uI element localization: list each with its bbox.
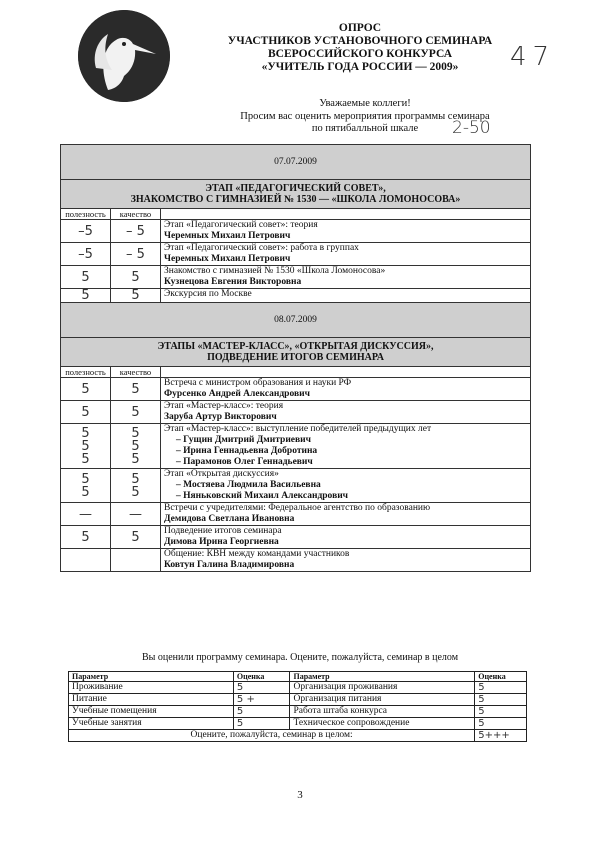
intro-line: по пятибалльной шкале: [311, 123, 419, 134]
intro-line: Просим вас оценить мероприятия программы семинара: [240, 110, 490, 122]
mark-value: 5: [131, 471, 140, 487]
stage-heading: [61, 180, 531, 209]
mark-value: 5: [81, 451, 90, 467]
quality-mark: 5: [111, 266, 161, 289]
mark-value: 5: [131, 425, 140, 441]
event-row: [61, 243, 531, 266]
col-quality: качество: [111, 209, 161, 220]
quality-mark: 5: [111, 401, 161, 424]
speaker-item: – Няньковский Михаил Александрович: [176, 491, 349, 501]
param-label: Проживание: [69, 682, 234, 694]
param-label: Организация питания: [290, 694, 475, 706]
event-title: Подведение итогов семинара: [164, 526, 282, 536]
speaker-name: Черемных Михаил Петрович: [164, 254, 291, 264]
event-row: [61, 503, 531, 526]
usefulness-mark: 5: [61, 378, 111, 401]
score-header: Оценка: [233, 672, 290, 682]
speaker-name: Ковтун Галина Владимировна: [164, 560, 295, 570]
param-label: Учебные помещения: [69, 706, 234, 718]
quality-mark: [111, 549, 161, 572]
mark-value: 5: [131, 484, 140, 500]
quality-mark: [111, 469, 161, 503]
param-label: Питание: [69, 694, 234, 706]
col-quality: качество: [111, 367, 161, 378]
quality-mark: —: [111, 503, 161, 526]
usefulness-mark: 5: [61, 266, 111, 289]
overall-label: Оцените, пожалуйста, семинар в целом:: [69, 730, 475, 742]
score-value: 5: [233, 718, 290, 730]
usefulness-mark: [61, 549, 111, 572]
event-row: [61, 424, 531, 469]
title-line: УЧАСТНИКОВ УСТАНОВОЧНОГО СЕМИНАРА: [227, 35, 493, 47]
event-row: [61, 220, 531, 243]
event-title: Знакомство с гимназией № 1530 «Школа Ломоносова»: [164, 266, 386, 276]
quality-mark: 5: [111, 526, 161, 549]
speaker-item: – Мостяева Людмила Васильевна: [176, 480, 321, 490]
day-date: 07.07.2009: [61, 145, 531, 180]
event-title: Этап «Педагогический совет»: работа в группах: [164, 243, 359, 253]
handwritten-range: 2-50: [452, 118, 491, 138]
quality-mark: 5: [111, 378, 161, 401]
usefulness-mark: —: [61, 503, 111, 526]
mark-value: 5: [81, 484, 90, 500]
intro-line: Уважаемые коллеги!: [319, 98, 411, 109]
speaker-name: Черемных Михаил Петрович: [164, 231, 291, 241]
rating-row: [69, 682, 527, 694]
speaker-name: Няньковский Михаил Александрович: [183, 491, 349, 501]
mark-value: 5: [81, 438, 90, 454]
event-row: [61, 289, 531, 303]
event-row: [61, 401, 531, 424]
event-row: [61, 266, 531, 289]
col-usefulness: полезность: [61, 209, 111, 220]
speaker-name: Демидова Светлана Ивановна: [164, 514, 295, 524]
score-value: 5: [233, 682, 290, 694]
mark-value: 5: [81, 471, 90, 487]
speaker-name: Заруба Артур Викторович: [164, 412, 277, 422]
speaker-item: – Гущин Дмитрий Дмитриевич: [176, 435, 311, 445]
event-title: Этап «Педагогический совет»: теория: [164, 220, 318, 230]
score-value: 5: [475, 694, 527, 706]
col-usefulness: полезность: [61, 367, 111, 378]
event-title: Общение: КВН между командами участников: [164, 549, 350, 559]
pelican-logo: [78, 10, 170, 102]
event-row: [61, 469, 531, 503]
event-title: Встреча с министром образования и науки РФ: [164, 378, 352, 388]
day-date: 08.07.2009: [61, 303, 531, 338]
usefulness-mark: 5: [61, 401, 111, 424]
usefulness-mark: –5: [61, 220, 111, 243]
rating-row: [69, 718, 527, 730]
rating-table: [68, 671, 527, 742]
event-title: Встречи с учредителями: Федеральное агентство по образованию: [164, 503, 431, 513]
event-title: Этап «Мастер-класс»: теория: [164, 401, 284, 411]
usefulness-mark: –5: [61, 243, 111, 266]
quality-mark: [111, 424, 161, 469]
usefulness-mark: [61, 469, 111, 503]
score-value: 5: [475, 706, 527, 718]
usefulness-mark: 5: [61, 526, 111, 549]
speaker-name: Гущин Дмитрий Дмитриевич: [183, 435, 311, 445]
title-line: ОПРОС: [338, 22, 382, 34]
param-label: Техническое сопровождение: [290, 718, 475, 730]
speaker-name: Димова Ирина Георгиевна: [164, 537, 279, 547]
quality-mark: 5: [111, 289, 161, 303]
title-line: ВСЕРОССИЙСКОГО КОНКУРСА: [267, 48, 453, 60]
quality-mark: – 5: [111, 243, 161, 266]
speaker-item: – Парамонов Олег Геннадьевич: [176, 457, 313, 467]
col-event: [161, 367, 531, 378]
speaker-name: Ирина Геннадьевна Добротина: [183, 446, 318, 456]
event-title: Экскурсия по Москве: [164, 289, 252, 299]
intro-text: [200, 98, 530, 136]
col-event: [161, 209, 531, 220]
score-value: 5: [475, 682, 527, 694]
stage-heading: [61, 338, 531, 367]
mark-value: 5: [81, 425, 90, 441]
score-value: 5: [233, 706, 290, 718]
stage-line: ПОДВЕДЕНИЕ ИТОГОВ СЕМИНАРА: [207, 352, 384, 363]
event-row: [61, 549, 531, 572]
param-header: Параметр: [69, 672, 234, 682]
usefulness-mark: [61, 424, 111, 469]
speaker-name: Фурсенко Андрей Александрович: [164, 389, 310, 399]
stage-line: ЭТАПЫ «МАСТЕР-КЛАСС», «ОТКРЫТАЯ ДИСКУССИЯ»,: [157, 341, 434, 352]
stage-line: ЗНАКОМСТВО С ГИМНАЗИЕЙ № 1530 — «ШКОЛА ЛОМОНОСОВА»: [130, 194, 461, 205]
score-value: 5 +: [233, 694, 290, 706]
event-row: [61, 378, 531, 401]
mark-value: 5: [131, 438, 140, 454]
score-header: Оценка: [475, 672, 527, 682]
score-value: 5: [475, 718, 527, 730]
param-label: Работа штаба конкурса: [290, 706, 475, 718]
survey-title: [205, 22, 515, 74]
title-line: «УЧИТЕЛЬ ГОДА РОССИИ — 2009»: [261, 61, 459, 73]
param-header: Параметр: [290, 672, 475, 682]
event-title: Этап «Мастер-класс»: выступление победителей предыдущих лет: [164, 424, 432, 434]
stage-line: ЭТАП «ПЕДАГОГИЧЕСКИЙ СОВЕТ»,: [205, 183, 386, 194]
overall-row: [69, 730, 527, 742]
handwritten-number: 47: [510, 42, 556, 72]
event-row: [61, 526, 531, 549]
speaker-name: Парамонов Олег Геннадьевич: [183, 457, 313, 467]
overall-score: 5+++: [475, 730, 527, 742]
schedule-table: [60, 144, 531, 572]
param-label: Учебные занятия: [69, 718, 234, 730]
mark-value: 5: [131, 451, 140, 467]
speaker-item: – Ирина Геннадьевна Добротина: [176, 446, 318, 456]
speaker-name: Кузнецова Евгения Викторовна: [164, 277, 302, 287]
page-number: 3: [297, 789, 303, 801]
overall-question: Вы оценили программу семинара. Оцените, пожалуйста, семинар в целом: [141, 652, 459, 663]
param-label: Организация проживания: [290, 682, 475, 694]
speaker-name: Мостяева Людмила Васильевна: [183, 480, 321, 490]
rating-row: [69, 706, 527, 718]
usefulness-mark: 5: [61, 289, 111, 303]
quality-mark: – 5: [111, 220, 161, 243]
rating-row: [69, 694, 527, 706]
event-title: Этап «Открытая дискуссия»: [164, 469, 279, 479]
